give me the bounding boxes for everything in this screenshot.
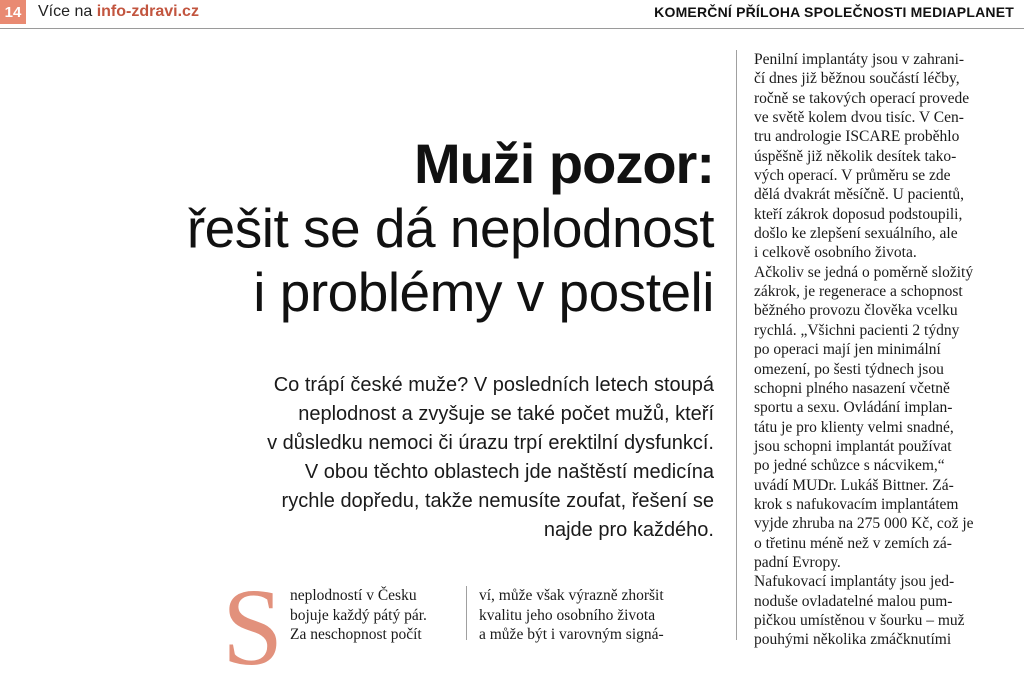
article-line: bojuje každý pátý pár. xyxy=(290,606,427,624)
headline-line: i problémy v posteli xyxy=(253,261,714,323)
sidebar-line: pičkou umístěnou v šourku – muž xyxy=(754,611,965,629)
sidebar-line: došlo ke zlepšení sexuálního, ale xyxy=(754,225,958,243)
supplement-label: KOMERČNÍ PŘÍLOHA SPOLEČNOSTI MEDIAPLANET xyxy=(654,4,1014,20)
more-prefix: Více na xyxy=(38,3,97,20)
sidebar-line: noduše ovladatelné malou pum- xyxy=(754,592,953,610)
sidebar-line: kteří zákrok doposud podstoupili, xyxy=(754,205,963,223)
sidebar-line: Nafukovací implantáty jsou jed- xyxy=(754,573,955,591)
site-link[interactable]: info-zdravi.cz xyxy=(96,3,199,20)
article-line: a může být i varovným signá- xyxy=(479,626,664,643)
article-line: neplodností v Česku xyxy=(290,587,417,604)
sidebar-line: padní Evropy. xyxy=(754,553,841,571)
sidebar-line: čí dnes již běžnou součástí léčby, xyxy=(754,70,960,88)
sidebar-line: Ačkoliv se jedná o poměrně složitý xyxy=(754,263,974,281)
sidebar-line: po jedné schůzce s nácvikem,“ xyxy=(754,457,945,475)
headline-line: řešit se dá neplodnost xyxy=(186,197,714,259)
sidebar-line: omezení, po šesti týdnech jsou xyxy=(754,360,944,378)
sidebar-line: i celkově osobního života. xyxy=(754,244,917,262)
headline-bold: Muži pozor: xyxy=(413,132,714,195)
header-divider xyxy=(0,28,1024,29)
sidebar-line: schopni plného nasazení včetně xyxy=(754,379,950,397)
article-line: ví, může však výrazně zhoršit xyxy=(479,587,664,604)
sidebar-line: po operaci mají jen minimální xyxy=(754,341,941,359)
sidebar-line: ročně se takových operací provede xyxy=(754,89,970,107)
lede-line: najde pro každého. xyxy=(543,519,714,541)
article-column-2 xyxy=(479,586,709,645)
lede-paragraph xyxy=(267,371,714,545)
page-number: 14 xyxy=(0,0,26,24)
lede-line: Co trápí české muže? V posledních letech stoupá xyxy=(273,374,714,396)
more-info-line xyxy=(38,3,199,21)
sidebar-line: běžného provozu člověka vcelku xyxy=(754,302,958,320)
lede-line: v důsledku nemoci či úrazu trpí erektilní dysfunkcí. xyxy=(267,432,714,454)
sidebar-line: rychlá. „Všichni pacienti 2 týdny xyxy=(754,321,960,339)
lede-line: rychle dopředu, takže nemusíte zoufat, řešení se xyxy=(281,490,714,512)
article-line: Za neschopnost počít xyxy=(290,626,422,643)
sidebar-line: tru andrologie ISCARE proběhlo xyxy=(754,128,960,146)
sidebar-line: sportu a sexu. Ovládání implan- xyxy=(754,399,953,417)
sidebar-divider xyxy=(736,50,737,640)
sidebar-line: úspěšně již několik desítek tako- xyxy=(754,147,957,165)
sidebar-line: o třetinu méně než v zemích zá- xyxy=(754,534,952,552)
lede-line: neplodnost a zvyšuje se také počet mužů, kteří xyxy=(298,403,714,425)
sidebar-line: zákrok, je regenerace a schopnost xyxy=(754,283,963,301)
sidebar-line: tátu je pro klienty velmi snadné, xyxy=(754,418,954,436)
article-column-1 xyxy=(290,586,450,645)
sidebar-line: dělá dvakrát měsíčně. U pacientů, xyxy=(754,186,965,204)
lede-line: V obou těchto oblastech jde naštěstí medicína xyxy=(304,461,714,483)
sidebar-line: Penilní implantáty jsou v zahrani- xyxy=(754,51,965,68)
sidebar-line: pouhými několika zmáčknutími xyxy=(754,631,952,649)
sidebar-line: jsou schopni implantát používat xyxy=(754,437,952,455)
page-header xyxy=(0,0,1024,28)
sidebar-line: krok s nafukovacím implantátem xyxy=(754,495,959,513)
sidebar-line: uvádí MUDr. Lukáš Bittner. Zá- xyxy=(754,476,954,494)
headline-subtitle xyxy=(187,196,714,324)
article-line: kvalitu jeho osobního života xyxy=(479,606,656,624)
sidebar-line: vyjde zhruba na 275 000 Kč, což je xyxy=(754,515,974,533)
sidebar-line: vých operací. V průměru se zde xyxy=(754,167,951,185)
sidebar-line: ve světě kolem dvou tisíc. V Cen- xyxy=(754,109,964,127)
column-divider xyxy=(466,586,467,640)
drop-cap: S xyxy=(222,566,284,688)
sidebar-column xyxy=(754,50,1016,650)
